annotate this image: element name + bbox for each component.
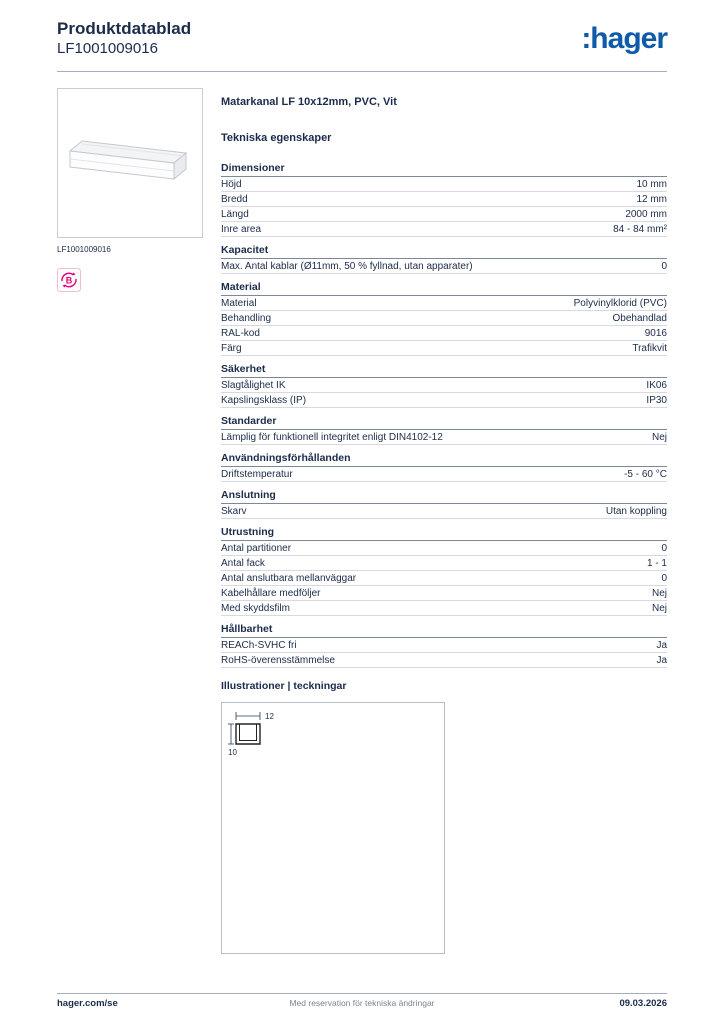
spec-row (221, 222, 667, 237)
spec-value: Utan koppling (605, 505, 667, 517)
spec-value: 2000 mm (625, 208, 667, 220)
spec-label: Antal partitioner (221, 542, 292, 554)
cert-letter: B (65, 275, 73, 286)
spec-section (221, 415, 667, 445)
spec-label: Material (221, 297, 257, 309)
spec-section-title: Säkerhet (221, 363, 667, 378)
product-title: Matarkanal LF 10x12mm, PVC, Vit (221, 96, 397, 108)
left-column (57, 88, 203, 954)
spec-row (221, 393, 667, 408)
spec-label: Längd (221, 208, 249, 220)
spec-value: 0 (661, 572, 667, 584)
spec-row (221, 311, 667, 326)
spec-section-title: Användningsförhållanden (221, 452, 667, 467)
spec-row (221, 296, 667, 311)
spec-value: IK06 (646, 379, 667, 391)
header-divider (57, 71, 667, 72)
spec-label: Kapslingsklass (IP) (221, 394, 307, 406)
spec-row (221, 467, 667, 482)
spec-label: Med skyddsfilm (221, 602, 290, 614)
spec-label: Inre area (221, 223, 262, 235)
tech-properties-heading: Tekniska egenskaper (221, 132, 332, 144)
spec-label: Färg (221, 342, 242, 354)
spec-row (221, 601, 667, 616)
spec-row (221, 326, 667, 341)
hager-logo: :hager (581, 22, 667, 55)
spec-label: Skarv (221, 505, 247, 517)
technical-drawing-box (221, 702, 445, 954)
spec-value: Polyvinylklorid (PVC) (573, 297, 667, 309)
certification-b-icon (57, 268, 81, 297)
spec-value: 12 mm (636, 193, 667, 205)
spec-value: Nej (651, 587, 667, 599)
spec-section (221, 489, 667, 519)
spec-value: 1 - 1 (646, 557, 667, 569)
footer-disclaimer: Med reservation för tekniska ändringar (289, 998, 435, 1008)
spec-value: Ja (656, 654, 667, 666)
spec-section (221, 363, 667, 408)
dimension-drawing (226, 707, 322, 803)
spec-section-title: Utrustning (221, 526, 667, 541)
spec-label: Bredd (221, 193, 248, 205)
spec-row (221, 192, 667, 207)
spec-section-title: Hållbarhet (221, 623, 667, 638)
spec-section (221, 623, 667, 668)
spec-section-title: Kapacitet (221, 244, 667, 259)
spec-value: Obehandlad (612, 312, 667, 324)
spec-row (221, 430, 667, 445)
drawing-height-label: 10 (228, 748, 237, 757)
spec-label: Kabelhållare medföljer (221, 587, 321, 599)
spec-label: Antal anslutbara mellanväggar (221, 572, 357, 584)
spec-row (221, 341, 667, 356)
content (57, 88, 667, 954)
spec-row (221, 638, 667, 653)
spec-value: Nej (651, 431, 667, 443)
spec-value: 84 - 84 mm² (613, 223, 667, 235)
page-title: Produktdatablad (57, 19, 192, 38)
spec-section (221, 452, 667, 482)
spec-section (221, 244, 667, 274)
header-titles (57, 18, 191, 59)
spec-value: 0 (661, 542, 667, 554)
spec-label: Max. Antal kablar (Ø11mm, 50 % fyllnad, utan apparater) (221, 260, 473, 272)
spec-row (221, 586, 667, 601)
spec-sections (221, 162, 667, 668)
spec-row (221, 504, 667, 519)
spec-section-title: Dimensioner (221, 162, 667, 177)
spec-value: 9016 (644, 327, 667, 339)
footer-divider (57, 993, 667, 994)
spec-row (221, 259, 667, 274)
spec-value: -5 - 60 °C (624, 468, 667, 480)
main-column (221, 88, 667, 954)
footer-website-link[interactable]: hager.com/se (57, 998, 118, 1009)
spec-value: 0 (661, 260, 667, 272)
spec-value: Nej (651, 602, 667, 614)
spec-label: Behandling (221, 312, 272, 324)
spec-label: Slagtålighet IK (221, 379, 286, 391)
spec-label: Lämplig för funktionell integritet enligt DIN4102-12 (221, 431, 443, 443)
spec-row (221, 556, 667, 571)
illustrations-heading: Illustrationer | teckningar (221, 680, 347, 692)
spec-row (221, 177, 667, 192)
spec-section-title: Anslutning (221, 489, 667, 504)
spec-label: RAL-kod (221, 327, 260, 339)
spec-row (221, 378, 667, 393)
drawing-width-label: 12 (265, 712, 274, 721)
spec-row (221, 541, 667, 556)
spec-label: Antal fack (221, 557, 265, 569)
spec-value: Trafikvit (632, 342, 667, 354)
spec-value: 10 mm (636, 178, 667, 190)
spec-section (221, 162, 667, 237)
spec-row (221, 653, 667, 668)
footer-date: 09.03.2026 (619, 998, 667, 1009)
spec-label: Driftstemperatur (221, 468, 293, 480)
product-image-caption: LF1001009016 (57, 245, 111, 254)
header (57, 18, 667, 59)
spec-label: Höjd (221, 178, 242, 190)
product-id: LF1001009016 (57, 40, 158, 58)
spec-section (221, 526, 667, 616)
spec-value: Ja (656, 639, 667, 651)
spec-label: REACh-SVHC fri (221, 639, 297, 651)
spec-section (221, 281, 667, 356)
footer (57, 998, 667, 1009)
product-image-drawing (58, 89, 202, 237)
spec-row (221, 207, 667, 222)
product-image (57, 88, 203, 238)
spec-value: IP30 (646, 394, 667, 406)
spec-section-title: Material (221, 281, 667, 296)
spec-row (221, 571, 667, 586)
spec-section-title: Standarder (221, 415, 667, 430)
spec-label: RoHS-överensstämmelse (221, 654, 335, 666)
